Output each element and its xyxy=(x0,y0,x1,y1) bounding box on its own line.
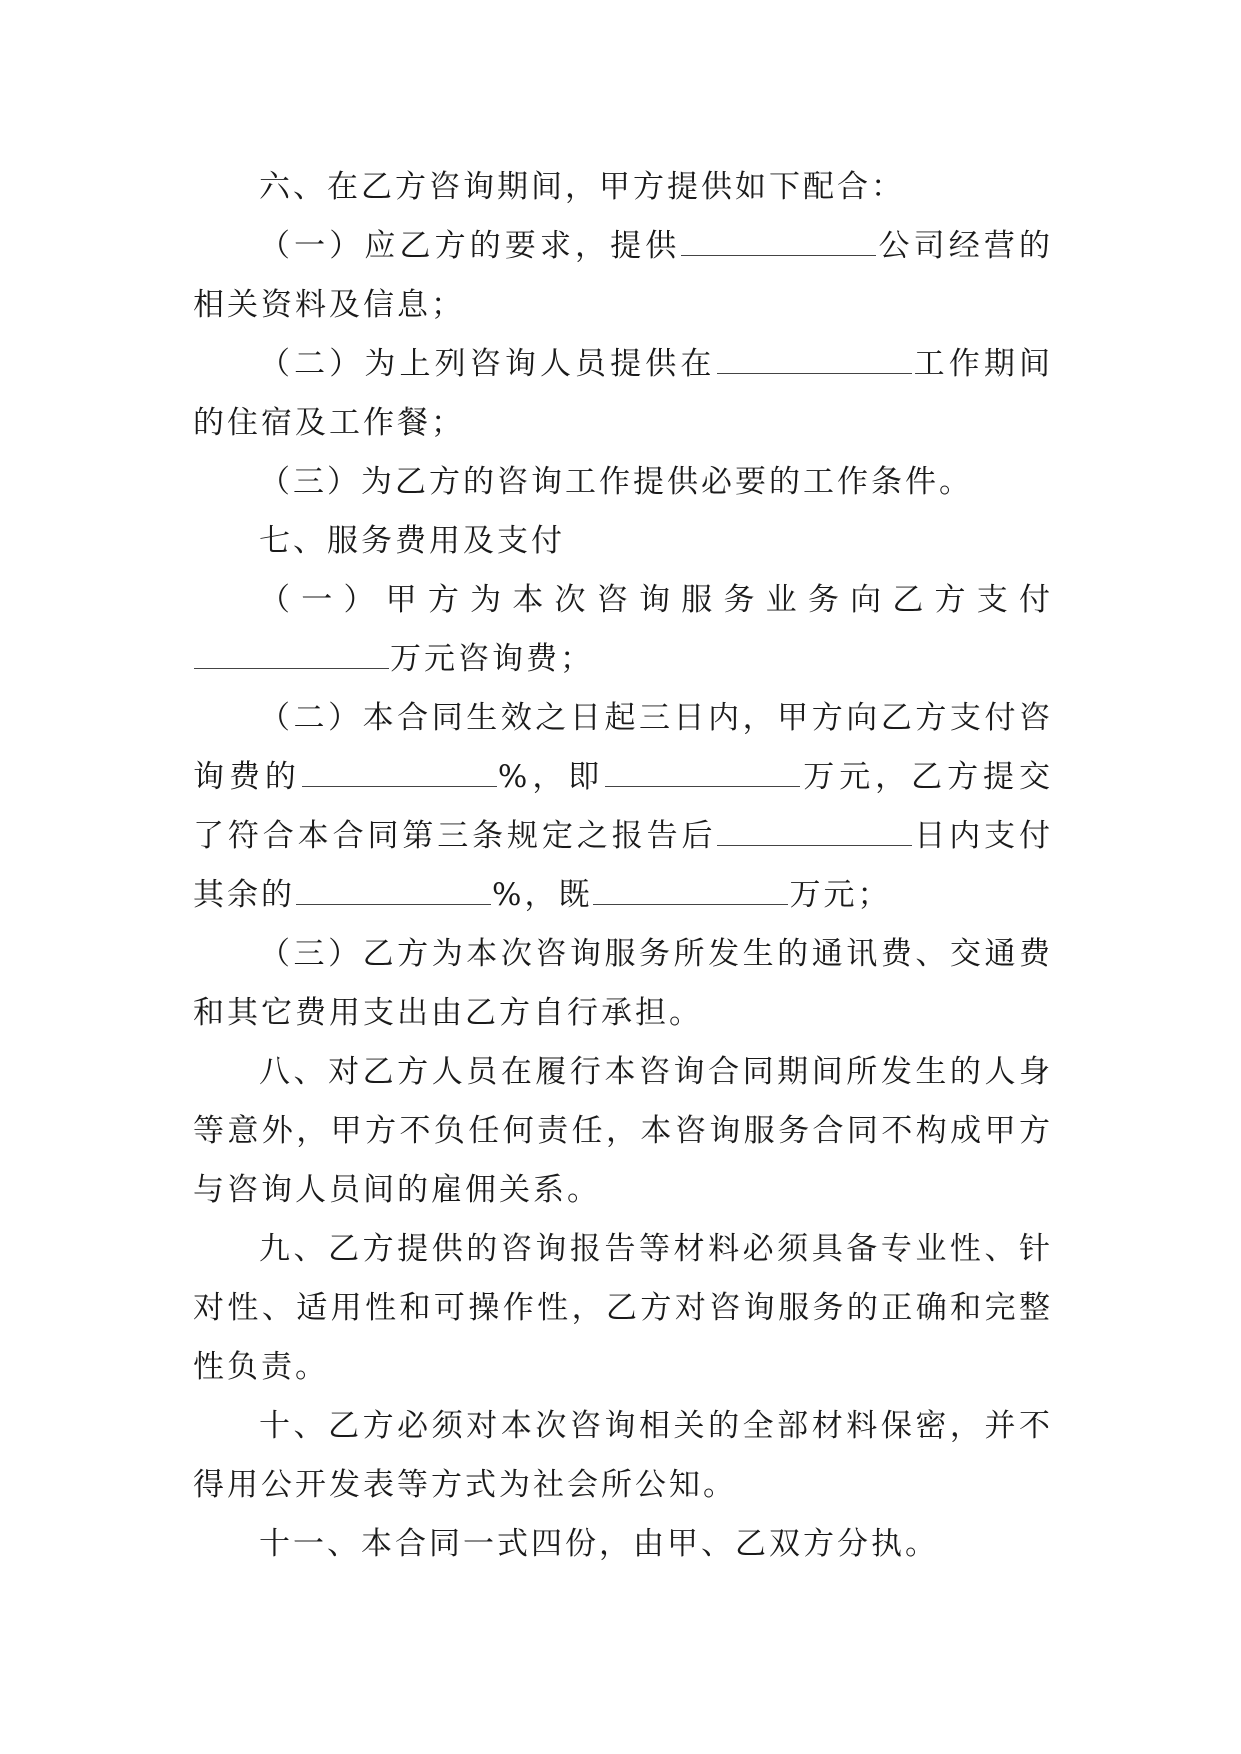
blank-fee-total xyxy=(194,644,389,669)
clause-7-1: （一）甲方为本次咨询服务业务向乙方支付万元咨询费； xyxy=(193,571,1053,689)
clause-7-2: （二）本合同生效之日起三日内，甲方向乙方支付咨询费的 %，即 万元，乙方提交了符合本合同第三条规定之报告后 日内支付其余的 %，既 万元； xyxy=(193,700,1054,913)
contract-body xyxy=(193,158,1053,1574)
blank-days xyxy=(717,821,912,846)
clause-7: 七、服务费用及支付 xyxy=(259,523,565,559)
blank-remaining-percent xyxy=(296,880,491,905)
blank-work-location xyxy=(717,349,912,374)
clause-6-3: （三）为乙方的咨询工作提供必要的工作条件。 xyxy=(259,464,973,500)
clause-7-3: （三）乙方为本次咨询服务所发生的通讯费、交通费和其它费用支出由乙方自行承担。 xyxy=(193,936,1053,1031)
blank-first-amount xyxy=(605,762,800,787)
blank-company xyxy=(681,231,876,256)
blank-first-percent xyxy=(302,762,497,787)
clause-6-2: （二）为上列咨询人员提供在 工作期间的住宿及工作餐； xyxy=(193,346,1054,441)
clause-8: 八、对乙方人员在履行本咨询合同期间所发生的人身等意外，甲方不负任何责任，本咨询服务合同不构成甲方与咨询人员间的雇佣关系。 xyxy=(193,1054,1053,1208)
clause-9: 九、乙方提供的咨询报告等材料必须具备专业性、针对性、适用性和可操作性，乙方对咨询服务的正确和完整性负责。 xyxy=(193,1231,1053,1385)
clause-10: 十、乙方必须对本次咨询相关的全部材料保密，并不得用公开发表等方式为社会所公知。 xyxy=(193,1408,1053,1503)
blank-remaining-amount xyxy=(593,880,788,905)
clause-6: 六、在乙方咨询期间，甲方提供如下配合： xyxy=(259,169,905,205)
clause-6-1: （一）应乙方的要求，提供 公司经营的相关资料及信息； xyxy=(193,228,1054,323)
clause-11: 十一、本合同一式四份，由甲、乙双方分执。 xyxy=(259,1526,939,1562)
